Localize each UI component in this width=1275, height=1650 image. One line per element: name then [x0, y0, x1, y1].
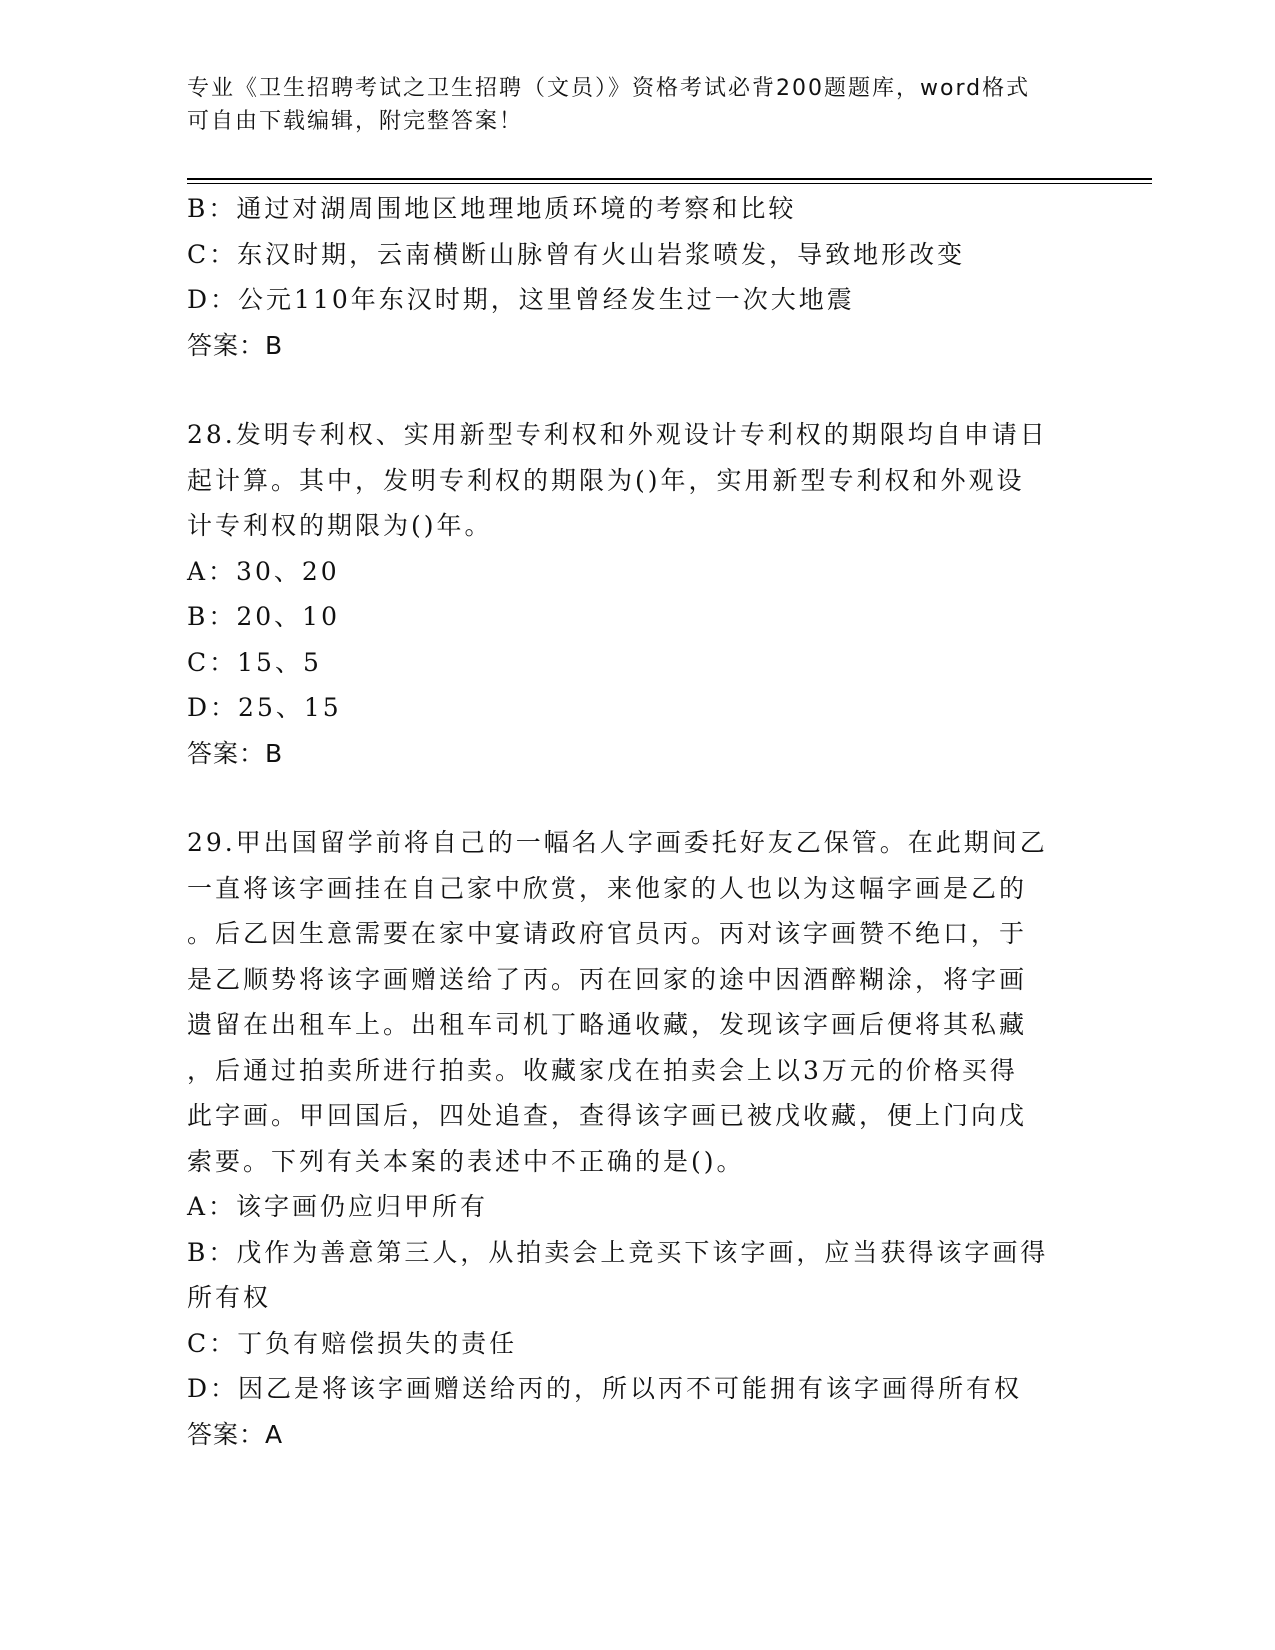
question-stem-line: 此字画。甲回国后，四处追查，查得该字画已被戊收藏，便上门向戊 — [187, 1101, 1028, 1130]
option-b: B：通过对湖周围地区地理地质环境的考察和比较 — [187, 194, 797, 223]
question-29 — [187, 820, 1087, 1457]
question-28 — [187, 412, 1087, 776]
question-stem-line: 28.发明专利权、实用新型专利权和外观设计专利权的期限均自申请日 — [187, 420, 1048, 449]
question-stem-line: 29.甲出国留学前将自己的一幅名人字画委托好友乙保管。在此期间乙 — [187, 828, 1048, 857]
question-stem-line: 。后乙因生意需要在家中宴请政府官员丙。丙对该字画赞不绝口，于 — [187, 919, 1028, 948]
option-a: A：30、20 — [187, 556, 340, 586]
header-title-line-2: 可自由下载编辑，附完整答案！ — [187, 109, 524, 134]
option-b-continuation: 所有权 — [187, 1283, 272, 1312]
option-a: A：该字画仍应归甲所有 — [187, 1192, 489, 1221]
option-b: B：戊作为善意第三人，从拍卖会上竞买下该字画，应当获得该字画得 — [187, 1237, 1049, 1267]
question-stem-line: 起计算。其中，发明专利权的期限为()年，实用新型专利权和外观设 — [187, 465, 1025, 495]
answer-line: 答案：A — [187, 1419, 284, 1449]
option-c: C：丁负有赔偿损失的责任 — [187, 1328, 518, 1358]
question-stem-line: 是乙顺势将该字画赠送给了丙。丙在回家的途中因酒醉糊涂，将字画 — [187, 964, 1028, 994]
option-c: C：15、5 — [187, 647, 322, 677]
spacer — [187, 776, 1087, 820]
option-b: B：20、10 — [187, 602, 340, 631]
option-d: D：公元110年东汉时期，这里曾经发生过一次大地震 — [187, 285, 855, 314]
question-stem-line: 遗留在出租车上。出租车司机丁略通收藏，发现该字画后便将其私藏 — [187, 1010, 1028, 1039]
question-stem-line: 一直将该字画挂在自己家中欣赏，来他家的人也以为这幅字画是乙的 — [187, 873, 1028, 903]
question-stem-line: ，后通过拍卖所进行拍卖。收藏家戊在拍卖会上以3万元的价格买得 — [187, 1055, 1018, 1085]
question-stem-line: 索要。下列有关本案的表述中不正确的是()。 — [187, 1146, 745, 1176]
answer-line: 答案：B — [187, 738, 284, 768]
question-content — [187, 186, 1087, 1457]
option-c: C：东汉时期，云南横断山脉曾有火山岩浆喷发，导致地形改变 — [187, 239, 966, 269]
spacer — [187, 368, 1087, 412]
option-d: D：25、15 — [187, 693, 342, 722]
answer-line: 答案：B — [187, 330, 284, 360]
page-header — [187, 72, 1087, 138]
header-divider — [187, 178, 1152, 184]
option-d: D：因乙是将该字画赠送给丙的，所以丙不可能拥有该字画得所有权 — [187, 1374, 1023, 1403]
previous-question-tail — [187, 186, 1087, 368]
question-stem-line: 计专利权的期限为()年。 — [187, 511, 493, 540]
header-title-line-1: 专业《卫生招聘考试之卫生招聘（文员）》资格考试必背200题题库，word格式 — [187, 76, 1031, 101]
